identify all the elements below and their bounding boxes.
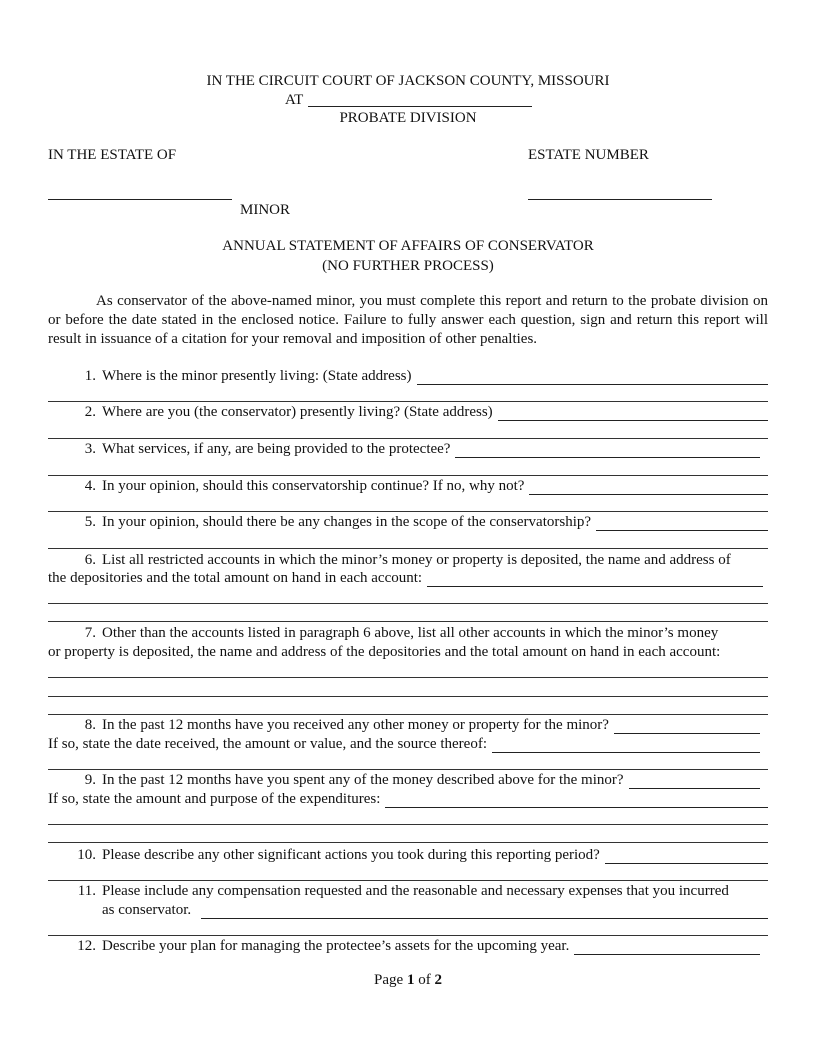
question-text: If so, state the date received, the amount or value, and the source thereof:: [48, 736, 487, 752]
question-text: Describe your plan for managing the protectee’s assets for the upcoming year.: [102, 938, 570, 954]
answer-field[interactable]: [492, 738, 760, 753]
question-4: [48, 477, 768, 495]
answer-field[interactable]: [629, 774, 760, 789]
question-1: [48, 367, 768, 385]
question-text: In the past 12 months have you spent any of the money described above for the minor?: [102, 772, 624, 788]
question-text: Other than the accounts listed in paragraph 6 above, list all other accounts in which the minor’s money: [102, 625, 719, 641]
minor-label: MINOR: [240, 202, 291, 218]
answer-line[interactable]: [48, 714, 768, 715]
estate-of-label: IN THE ESTATE OF: [48, 147, 177, 163]
answer-line[interactable]: [48, 475, 768, 476]
form-subtitle: (NO FURTHER PROCESS): [322, 258, 494, 274]
answer-line[interactable]: [48, 769, 768, 770]
answer-line[interactable]: [48, 677, 768, 678]
page-label: Page: [374, 972, 404, 988]
question-text: In your opinion, should there be any changes in the scope of the conservatorship?: [102, 514, 592, 530]
question-number: 5.: [84, 514, 96, 530]
question-7: [48, 624, 768, 642]
answer-field[interactable]: [201, 904, 768, 919]
answer-line[interactable]: [48, 511, 768, 512]
question-number: 10.: [77, 847, 96, 863]
question-6: [48, 551, 768, 569]
minor-name-field[interactable]: [48, 199, 232, 200]
question-text: the depositories and the total amount on hand in each account:: [48, 570, 423, 586]
question-5: [48, 513, 768, 531]
question-3: [48, 440, 760, 458]
question-11: [48, 882, 768, 900]
answer-field[interactable]: [614, 719, 760, 734]
answer-field[interactable]: [427, 572, 763, 587]
question-7-cont: [48, 643, 768, 661]
answer-field[interactable]: [498, 406, 768, 421]
at-label: AT: [285, 92, 304, 108]
question-9-cont: [48, 790, 768, 808]
answer-line[interactable]: [48, 842, 768, 843]
question-text: Where are you (the conservator) presently living? (State address): [102, 404, 493, 420]
page-number: [0, 971, 816, 989]
answer-field[interactable]: [605, 849, 768, 864]
answer-field[interactable]: [529, 480, 768, 495]
question-8: [48, 716, 760, 734]
question-text: List all restricted accounts in which the minor’s money or property is deposited, the name and address of: [102, 552, 731, 568]
question-8-cont: [48, 735, 760, 753]
answer-field[interactable]: [417, 370, 769, 385]
division-heading: PROBATE DIVISION: [339, 110, 477, 126]
question-text: as conservator.: [102, 902, 192, 918]
question-11-cont: [48, 901, 768, 919]
intro-paragraph: As conservator of the above-named minor, you must complete this report and return to the probate division on or before the date stated in the enclosed notice. Failure to fully answer each question, sign and return this report will result in issuance of a citation for your removal and imposition of other penalties.: [48, 293, 768, 347]
answer-line[interactable]: [48, 621, 768, 622]
question-text: Please describe any other significant actions you took during this reporting period?: [102, 847, 600, 863]
question-9: [48, 771, 760, 789]
question-number: 11.: [77, 883, 96, 899]
answer-field[interactable]: [455, 443, 760, 458]
answer-line[interactable]: [48, 548, 768, 549]
question-number: 12.: [77, 938, 96, 954]
question-text: If so, state the amount and purpose of the expenditures:: [48, 791, 381, 807]
answer-field[interactable]: [385, 793, 768, 808]
question-text: Please include any compensation requested and the reasonable and necessary expenses that you incurred: [102, 883, 729, 899]
answer-line[interactable]: [48, 401, 768, 402]
form-title: ANNUAL STATEMENT OF AFFAIRS OF CONSERVATOR: [222, 238, 594, 254]
question-text: Where is the minor presently living: (State address): [102, 368, 412, 384]
current-page: 1: [406, 972, 415, 988]
answer-field[interactable]: [574, 940, 760, 955]
answer-line[interactable]: [48, 696, 768, 697]
answer-line[interactable]: [48, 824, 768, 825]
question-number: 3.: [84, 441, 96, 457]
answer-line[interactable]: [48, 935, 768, 936]
question-number: 4.: [84, 478, 96, 494]
court-heading: IN THE CIRCUIT COURT OF JACKSON COUNTY, MISSOURI: [206, 73, 610, 89]
question-number: 9.: [84, 772, 96, 788]
question-number: 7.: [84, 625, 96, 641]
estate-number-label: ESTATE NUMBER: [528, 147, 649, 163]
estate-number-field[interactable]: [528, 199, 712, 200]
answer-field[interactable]: [596, 516, 768, 531]
question-number: 2.: [84, 404, 96, 420]
at-location-field[interactable]: [308, 106, 532, 107]
answer-line[interactable]: [48, 880, 768, 881]
total-pages: 2: [434, 972, 442, 988]
question-10: [48, 846, 768, 864]
answer-line[interactable]: [48, 438, 768, 439]
answer-line[interactable]: [48, 603, 768, 604]
question-6-cont: [48, 569, 763, 587]
question-number: 1.: [84, 368, 96, 384]
of-label: of: [418, 972, 431, 988]
question-text: In the past 12 months have you received any other money or property for the minor?: [102, 717, 609, 733]
question-number: 8.: [84, 717, 96, 733]
question-2: [48, 403, 768, 421]
question-12: [48, 937, 760, 955]
question-text: In your opinion, should this conservatorship continue? If no, why not?: [102, 478, 525, 494]
question-text: or property is deposited, the name and address of the depositories and the total amount on hand in each account:: [48, 644, 721, 660]
question-text: What services, if any, are being provided to the protectee?: [102, 441, 451, 457]
question-number: 6.: [84, 552, 96, 568]
